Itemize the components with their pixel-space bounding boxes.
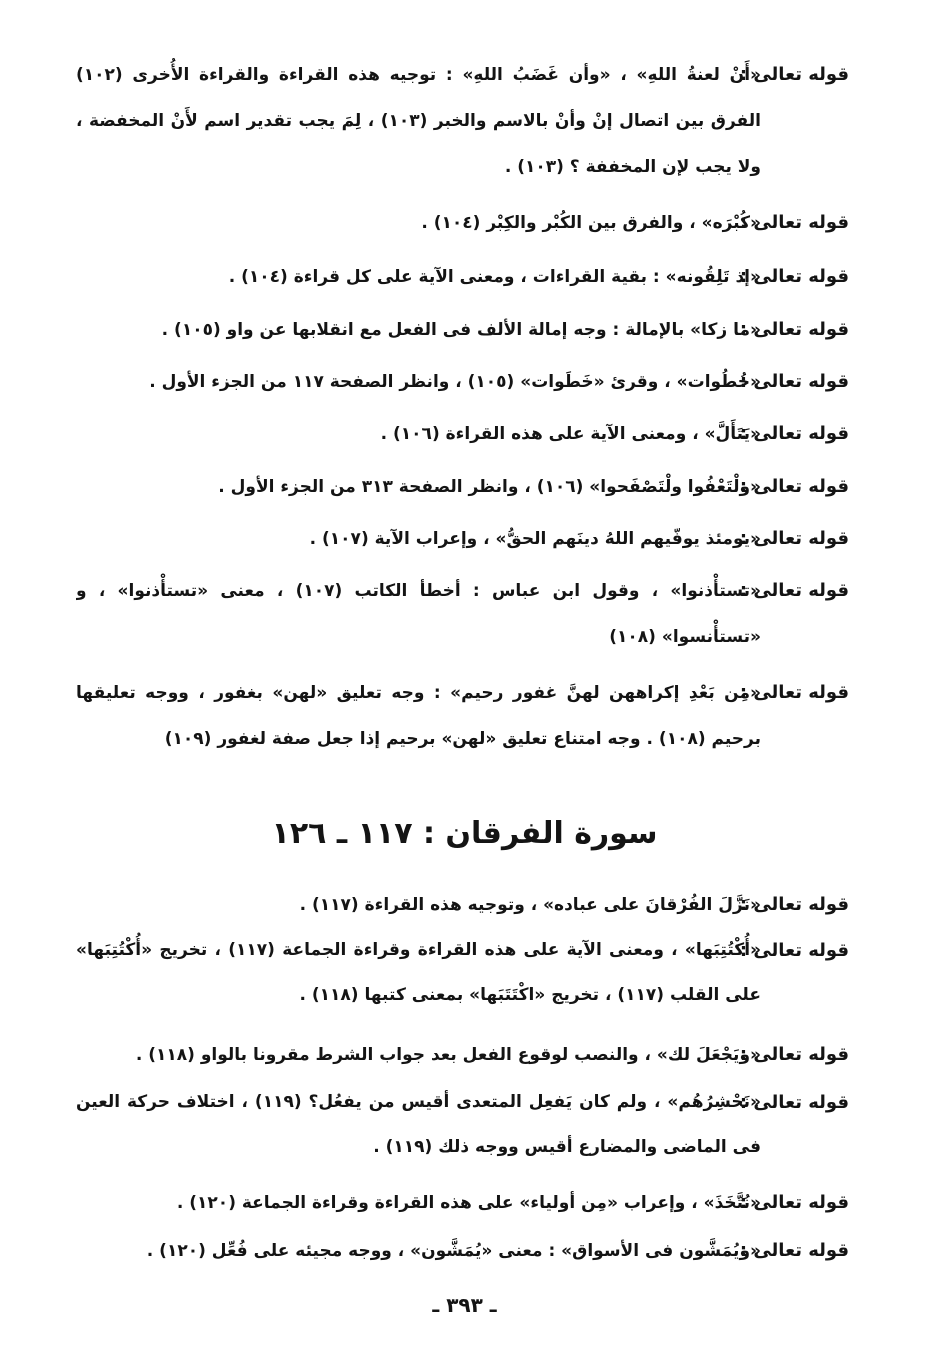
entry-text: «ويُمَشَّون فى الأسواق» : معنى «يُمَشَّون» ، ووجه مجيئه على فُعِّل (١٢٠) . [146, 1241, 761, 1261]
entry-label: قوله تعالى : [739, 1192, 849, 1213]
index-entry [76, 464, 849, 510]
entry-text: «أُكْتُتِبَها» ، ومعنى الآية على هذه القراءة وقراءة الجماعة (١١٧) ، تخريج «أُكْتُتِبَها» على القلب (١١٧) ، تخريج «اكْتَتَبَها» بمعنى كتبها (١١٨) . [76, 940, 761, 1005]
entry-text: «ولْتَعْفُوا ولْتَصْفَحوا» (١٠٦) ، وانظر الصفحة ٣١٣ من الجزء الأول . [218, 477, 761, 497]
entry-label: قوله تعالى : [739, 1240, 849, 1261]
index-entry [76, 882, 849, 928]
entry-text: «أَنْ لعنةُ اللهِ» ، «وأن غَضَبُ اللهِ» : توجيه هذه القراءة والقراءة الأُخرى (١٠٢) الفرق بين اتصال إنْ وأنْ بالاسم والخبر (١٠٣) ، لِمَ يجب تقدير اسم لأَنْ المخفضة ، ولا يجب لإن المخففة ؟ (١٠٣) . [76, 65, 761, 177]
index-entry [76, 1080, 849, 1170]
index-entry [76, 670, 849, 762]
index-entry [76, 359, 849, 405]
index-entry [76, 52, 849, 190]
index-entry [76, 568, 849, 660]
entry-label: قوله تعالى : [739, 64, 849, 85]
index-entry [76, 516, 849, 562]
entry-text: «نَحْشِرُهُم» ، ولم كان يَفعِل المتعدى أقيس من يفعُل؟ (١١٩) ، اختلاف حركة العين فى الماضى والمضارع أقيس ووجه ذلك (١١٩) . [76, 1092, 761, 1157]
entry-text: «تستأْذنوا» ، وقول ابن عباس : أخطأ الكاتب (١٠٧) ، معنى «تستأْذنوا» ، و «تستأْنسوا» (١٠٨) [76, 581, 761, 647]
entry-text: «مِن بَعْدِ إكراههن لهنَّ غفور رحيم» : وجه تعليق «لهن» بغفور ، ووجه تعليقها برحيم (١٠٨) . وجه امتناع تعليق «لهن» برحيم إذا جعل صفة لغفور (١٠٩) [76, 683, 761, 749]
entry-label: قوله تعالى : [739, 319, 849, 340]
entry-label: قوله تعالى : [739, 940, 849, 961]
entry-text: «إذ تَلِقُونه» : بقية القراءات ، ومعنى الآية على كل قراءة (١٠٤) . [228, 267, 761, 287]
entry-text: «نُتَّخَذَ» ، وإعراب «مِن أولياء» على هذه القراءة وقراءة الجماعة (١٢٠) . [176, 1193, 761, 1213]
index-entry [76, 254, 849, 300]
entry-text: «يَتَأَلَّ» ، ومعنى الآية على هذه القراءة (١٠٦) . [380, 424, 761, 444]
section-heading: سورة الفرقان : ١١٧ ـ ١٢٦ [271, 816, 658, 851]
index-entry [76, 411, 849, 457]
entry-label: قوله تعالى : [739, 1044, 849, 1065]
entry-text: «خُطُوات» ، وقرئ «خَطَوات» (١٠٥) ، وانظر الصفحة ١١٧ من الجزء الأول . [149, 372, 761, 392]
index-entry [76, 1228, 849, 1274]
entry-label: قوله تعالى : [739, 476, 849, 497]
entry-label: قوله تعالى : [739, 894, 849, 915]
entry-label: قوله تعالى : [739, 212, 849, 233]
entry-text: «يومئذ يوفّيهم اللهُ دينَهم الحقُّ» ، وإعراب الآية (١٠٧) . [309, 529, 761, 549]
index-entry [76, 1032, 849, 1078]
index-entry [76, 1180, 849, 1226]
page-number: ـ ٣٩٣ ـ [432, 1293, 497, 1317]
entry-label: قوله تعالى : [739, 682, 849, 703]
entry-label: قوله تعالى : [739, 423, 849, 444]
entry-label: قوله تعالى : [739, 580, 849, 601]
entry-label: قوله تعالى : [739, 528, 849, 549]
entry-text: «نَزَّلَ الفُرْقانَ على عباده» ، وتوجيه هذه القراءة (١١٧) . [299, 895, 761, 915]
index-entry [76, 200, 849, 246]
entry-text: «كُبْرَه» ، والفرق بين الكُبْر والكِبْر (١٠٤) . [421, 213, 761, 233]
entry-label: قوله تعالى : [739, 266, 849, 287]
entry-label: قوله تعالى : [739, 371, 849, 392]
entry-text: «ما زكا» بالإمالة : وجه إمالة الألف فى الفعل مع انقلابها عن واو (١٠٥) . [161, 320, 761, 340]
index-entry [76, 928, 849, 1018]
index-entry [76, 307, 849, 353]
entry-text: «ويَجْعَلَ لك» ، والنصب لوقوع الفعل بعد جواب الشرط مقرونا بالواو (١١٨) . [135, 1045, 761, 1065]
entry-label: قوله تعالى : [739, 1092, 849, 1113]
